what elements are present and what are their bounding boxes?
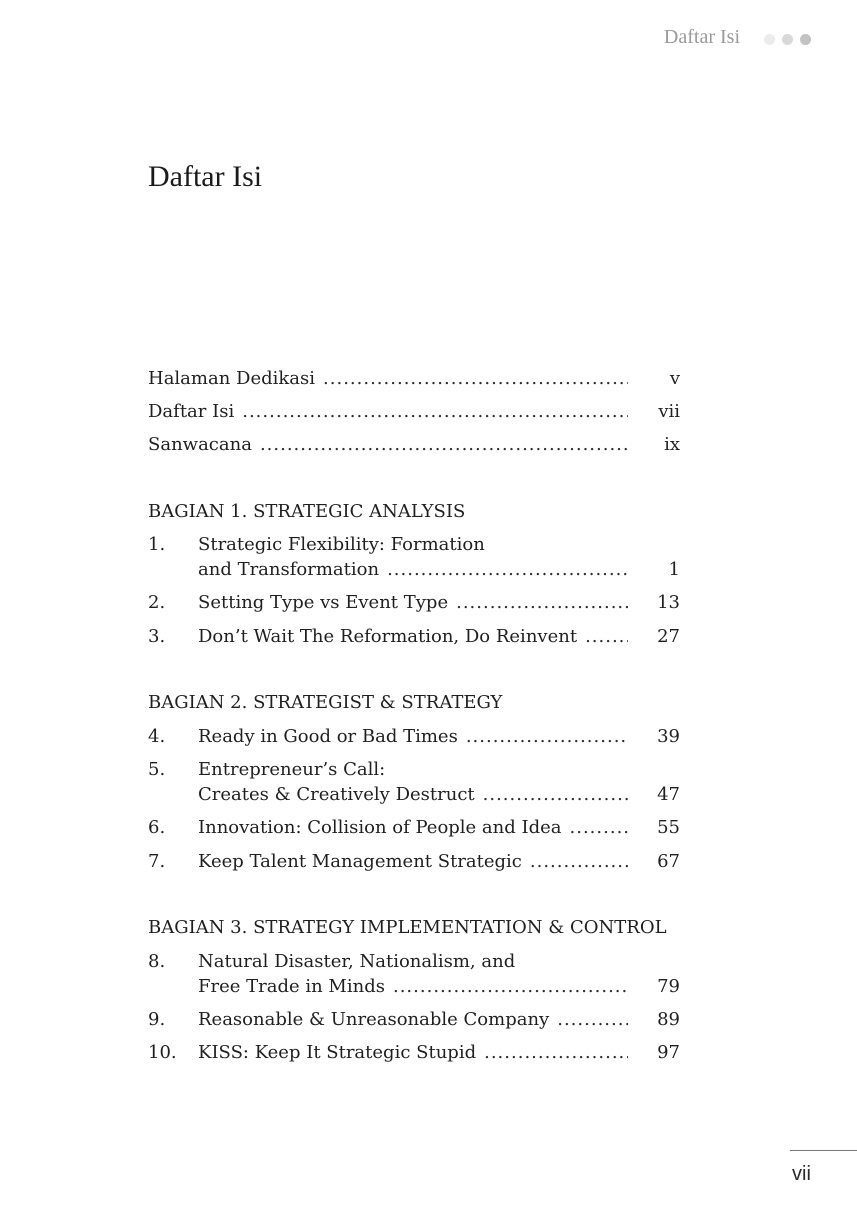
toc-entry-label: Don’t Wait The Reformation, Do Reinvent — [198, 626, 578, 647]
dot-leader — [484, 1040, 628, 1066]
toc-entry-number: 5. — [148, 759, 166, 780]
toc-page-number: vii — [658, 401, 680, 422]
toc-entry-label: Keep Talent Management Strategic — [198, 851, 522, 872]
toc-entry-label: Creates & Creatively Destruct — [198, 784, 475, 805]
dot-icon — [782, 34, 793, 45]
toc-entry-label: Setting Type vs Event Type — [198, 592, 449, 613]
dot-leader — [260, 432, 628, 458]
dot-leader — [466, 724, 628, 750]
toc-entry-label: KISS: Keep It Strategic Stupid — [198, 1042, 477, 1063]
toc-page-number: 27 — [657, 626, 680, 647]
toc-page-number: ix — [664, 434, 680, 455]
toc-entry-label: Sanwacana — [148, 434, 252, 455]
toc-page-number: 47 — [657, 784, 680, 805]
toc-entry-label-line1: Entrepreneur’s Call: — [198, 759, 386, 780]
toc-entry-daftar-isi[interactable] — [148, 399, 680, 425]
toc-entry-label: Ready in Good or Bad Times — [198, 726, 458, 747]
toc-entry-chapter-5[interactable] — [148, 757, 680, 808]
dot-leader — [530, 849, 628, 875]
dot-leader — [557, 1007, 628, 1033]
toc-page-number: 67 — [657, 851, 680, 872]
toc-entry-halaman-dedikasi[interactable] — [148, 366, 680, 392]
toc-entry-number: 8. — [148, 951, 166, 972]
toc-entry-number: 1. — [148, 534, 166, 555]
toc-entry-chapter-4[interactable] — [148, 724, 680, 750]
section-heading: BAGIAN 2. STRATEGIST & STRATEGY — [148, 692, 503, 713]
toc-entry-chapter-9[interactable] — [148, 1007, 680, 1033]
toc-page-number: v — [669, 368, 680, 389]
dot-leader — [242, 399, 628, 425]
dot-leader — [323, 366, 628, 392]
dot-leader — [393, 974, 628, 1000]
toc-entry-number: 6. — [148, 817, 166, 838]
section-heading: BAGIAN 1. STRATEGIC ANALYSIS — [148, 501, 466, 522]
toc-page-number: 13 — [657, 592, 680, 613]
dot-leader — [585, 624, 628, 650]
toc-entry-label-line1: Strategic Flexibility: Formation — [198, 534, 485, 555]
toc-page-number: 1 — [668, 559, 680, 580]
page-title: Daftar Isi — [148, 160, 263, 193]
toc-page-number: 89 — [657, 1009, 680, 1030]
toc-page-number: 97 — [657, 1042, 680, 1063]
toc-entry-label: Daftar Isi — [148, 401, 235, 422]
toc-entry-number: 9. — [148, 1009, 166, 1030]
running-head: Daftar Isi — [663, 26, 740, 48]
toc-entry-chapter-8[interactable] — [148, 949, 680, 1000]
toc-entry-number: 7. — [148, 851, 166, 872]
toc-entry-label: Innovation: Collision of People and Idea — [198, 817, 562, 838]
toc-entry-label-line1: Natural Disaster, Nationalism, and — [198, 951, 516, 972]
toc-page-number: 39 — [657, 726, 680, 747]
toc-entry-number: 3. — [148, 626, 166, 647]
page-number: vii — [792, 1163, 811, 1185]
toc-entry-sanwacana[interactable] — [148, 432, 680, 458]
toc-entry-chapter-2[interactable] — [148, 590, 680, 616]
toc-page-number: 55 — [657, 817, 680, 838]
toc-entry-label: and Transformation — [198, 559, 380, 580]
dot-leader — [570, 815, 628, 841]
toc-entry-chapter-10[interactable] — [148, 1040, 680, 1066]
dot-leader — [483, 782, 628, 808]
dot-leader — [387, 557, 628, 583]
dot-icon — [800, 34, 811, 45]
toc-entry-chapter-3[interactable] — [148, 624, 680, 650]
dot-icon — [764, 34, 775, 45]
toc-page-number: 79 — [657, 976, 680, 997]
toc-entry-number: 10. — [148, 1042, 177, 1063]
toc-entry-number: 4. — [148, 726, 166, 747]
toc-entry-label: Halaman Dedikasi — [148, 368, 316, 389]
toc-entry-number: 2. — [148, 592, 166, 613]
toc-entry-chapter-7[interactable] — [148, 849, 680, 875]
toc-entry-chapter-1[interactable] — [148, 532, 680, 583]
section-heading: BAGIAN 3. STRATEGY IMPLEMENTATION & CONTROL — [148, 917, 667, 938]
toc-entry-label: Reasonable & Unreasonable Company — [198, 1009, 550, 1030]
dot-leader — [456, 590, 628, 616]
toc-entry-chapter-6[interactable] — [148, 815, 680, 841]
toc-entry-label: Free Trade in Minds — [198, 976, 385, 997]
footer-rule — [790, 1150, 857, 1151]
